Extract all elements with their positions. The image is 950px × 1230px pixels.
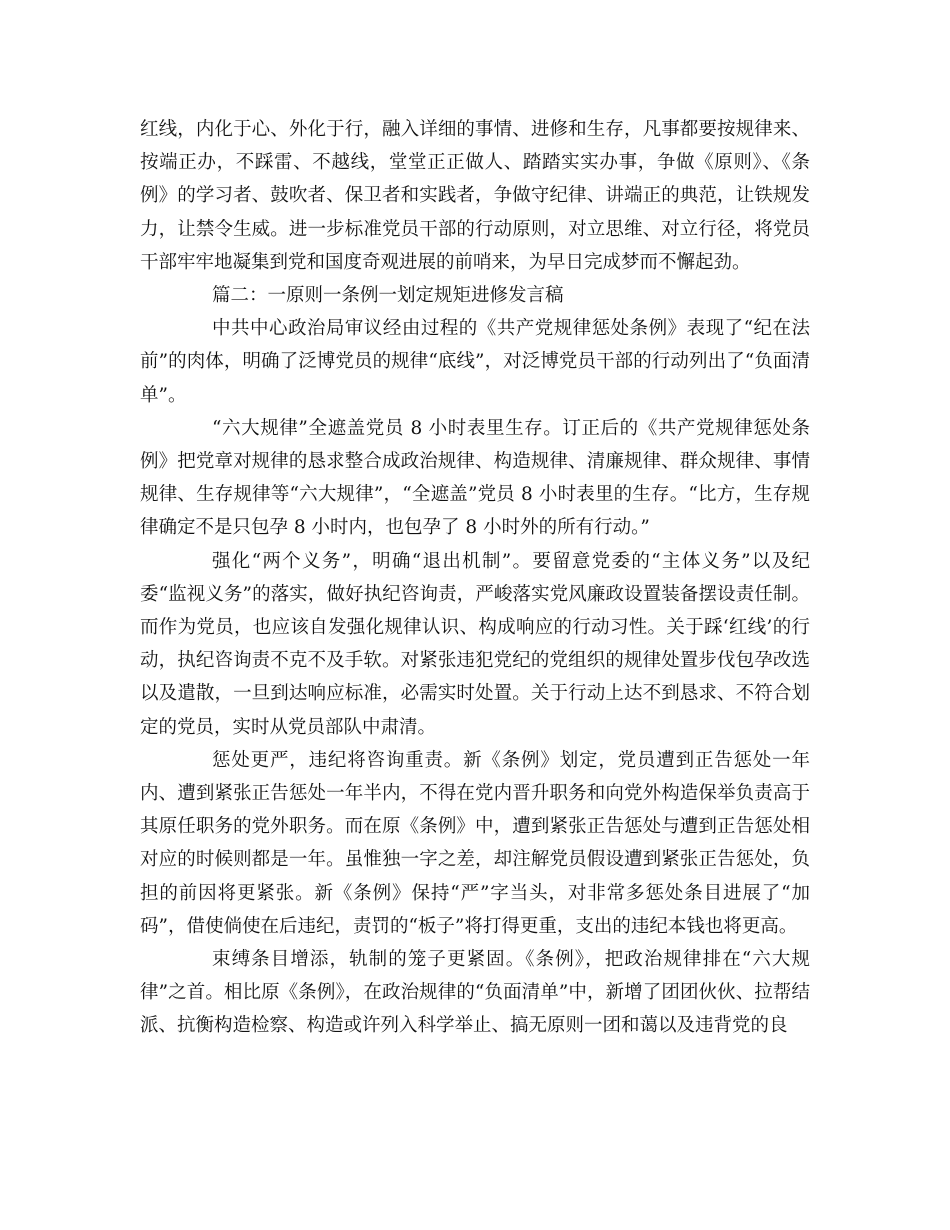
section-heading: 篇二：一原则一条例一划定规矩进修发言稿 [212,285,564,307]
paragraph-5: 惩处更严，违纪将咨询重责。新《条例》划定，党员遭到正告惩处一年内、遭到紧张正告惩处一年半内，不得在党内晋升职务和向党外构造保举负责高于其原任职务的党外职务。而在原《条例》中，遭到紧张正告惩处与遭到正告惩处相对应的时候则都是一年。虽惟独一字之差，却注解党员假设遭到紧张正告惩处，负担的前因将更紧张。新《条例》保持“严”字当头，对非常多惩处条目进展了“加码”，借使倘使在后违纪，责罚的“板子”将打得更重，支出的违纪本钱也将更高。 [140,749,810,937]
document-body [140,113,810,1043]
paragraph-1: 红线，内化于心、外化于行，融入详细的事情、进修和生存，凡事都要按规律来、按端正办，不踩雷、不越线，堂堂正正做人、踏踏实实办事，争做《原则》、《条例》的学习者、鼓吹者、保卫者和实践者，争做守纪律、讲端正的典范，让铁规发力，让禁令生威。进一步标准党员干部的行动原则，对立思维、对立行径，将党员干部牢牢地凝集到党和国度奇观进展的前哨来，为早日完成梦而不懈起劲。 [140,119,810,273]
paragraph-4: 强化“两个义务”，明确“退出机制”。要留意党委的“主体义务”以及纪委“监视义务”的落实，做好执纪咨询责，严峻落实党风廉政设置装备摆设责任制。而作为党员，也应该自发强化规律认识、构成响应的行动习性。关于踩‘红线’的行动，执纪咨询责不克不及手软。对紧张违犯党纪的党组织的规律处置步伐包孕改选以及遣散，一旦到达响应标准，必需实时处置。关于行动上达不到恳求、不符合划定的党员，实时从党员部队中肃清。 [140,550,810,738]
paragraph-3: “六大规律”全遮盖党员 8 小时表里生存。订正后的《共产党规律惩处条例》把党章对规律的恳求整合成政治规律、构造规律、清廉规律、群众规律、事情规律、生存规律等“六大规律”，“全遮盖”党员 8 小时表里的生存。“比方，生存规律确定不是只包孕 8 小时内，也包孕了 8 小时外的所有行动。” [140,417,810,539]
paragraph-2: 中共中心政治局审议经由过程的《共产党规律惩处条例》表现了“纪在法前”的肉体，明确了泛博党员的规律“底线”，对泛博党员干部的行动列出了“负面清单”。 [140,318,810,406]
paragraph-6: 束缚条目增添，轨制的笼子更紧固。《条例》，把政治规律排在“六大规律”之首。相比原《条例》，在政治规律的“负面清单”中，新增了团团伙伙、拉帮结派、抗衡构造检察、构造或许列入科学举止、搞无原则一团和蔼以及违背党的良 [140,949,810,1037]
